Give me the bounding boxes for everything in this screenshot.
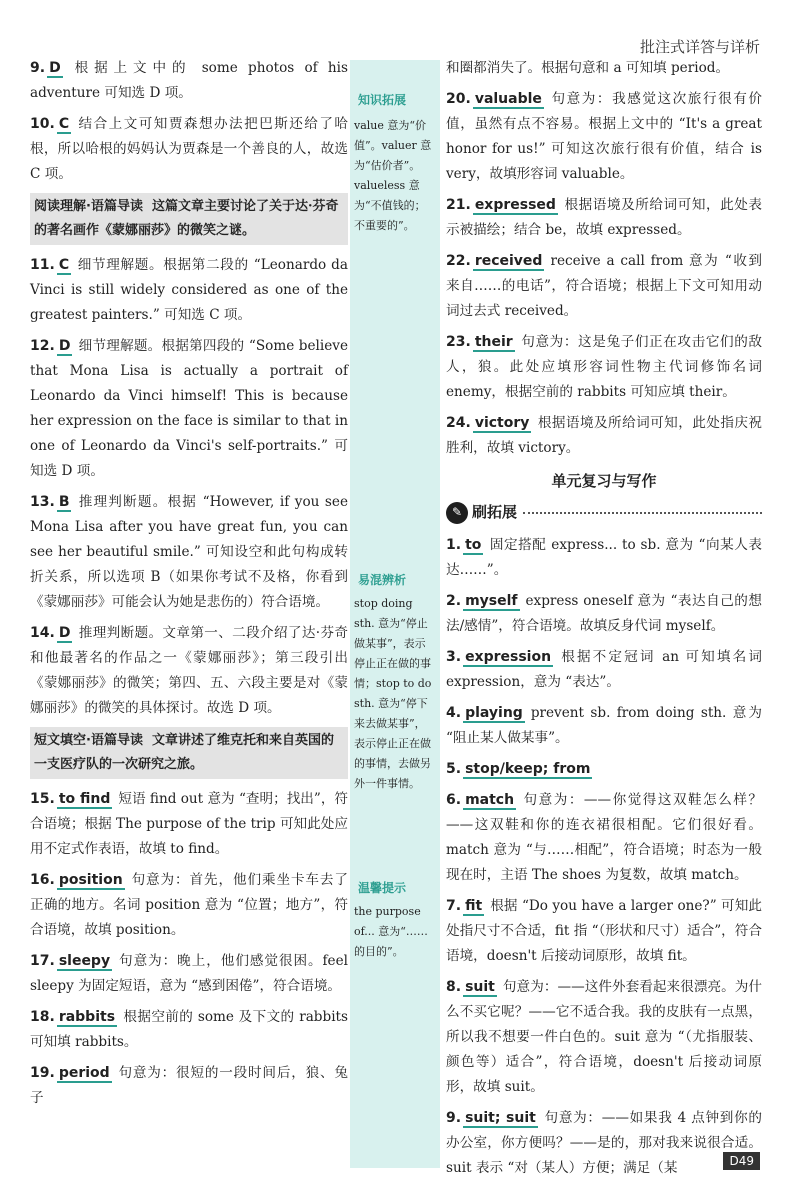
tip-title: 温馨提示 xyxy=(358,881,407,895)
answer-item xyxy=(30,112,348,187)
question-number: 1. xyxy=(446,537,462,553)
answer-key: period xyxy=(58,1065,110,1081)
answer-key: suit xyxy=(465,979,495,995)
explanation: 细节理解题。根据第四段的 “Some believe that Mona Lisa is actually a portrait of Leonardo da Vinci himself! This is because her expression on the face is similar to that in one of Leonardo da Vinci's self-portraits.” 可知选 D 项。 xyxy=(30,338,348,479)
answer-key: myself xyxy=(465,593,518,609)
tip-title: 知识拓展 xyxy=(358,93,407,107)
tip-title: 易混辨析 xyxy=(358,573,407,587)
answer-item xyxy=(30,868,348,943)
explanation: express oneself 意为 “表达自己的想法/感情”，符合语境。故填反身代词 myself。 xyxy=(446,593,762,634)
section-banner xyxy=(30,193,348,245)
question-number: 14. xyxy=(30,625,55,641)
question-number: 10. xyxy=(30,116,55,132)
brush-label: 刷拓展 xyxy=(472,503,518,521)
answer-key: rabbits xyxy=(58,1009,116,1025)
section-title: 单元复习与写作 xyxy=(551,472,657,490)
question-number: 24. xyxy=(446,415,471,431)
explanation: 根据上文中的 some photos of his adventure 可知选 D 项。 xyxy=(30,60,348,101)
explanation: 句意为：很短的一段时间后，狼、兔子 xyxy=(30,1065,348,1106)
answer-key: suit; suit xyxy=(465,1110,536,1126)
question-number: 23. xyxy=(446,334,471,350)
banner-text: 这篇文章主要讨论了关于达·芬奇的著名画作《蒙娜丽莎》的微笑之谜。 xyxy=(34,199,339,238)
explanation: receive a call from 意为 “收到来自……的电话”，符合语境；根据上下文可知用动词过去式 received。 xyxy=(446,253,762,319)
right-column xyxy=(446,56,762,1187)
banner-title: 短文填空·语篇导读 xyxy=(34,733,143,748)
question-number: 9. xyxy=(30,60,46,76)
answer-key: sleepy xyxy=(58,953,111,969)
answer-key: victory xyxy=(474,415,530,431)
explanation: 句意为：我感觉这次旅行很有价值，虽然有点不容易。根据上文中的 “It's a great honor for us!” 可知这次旅行很有价值，结合 is very，故填形容词 valuable。 xyxy=(446,91,762,182)
tip-text: the purpose of... 意为“……的目的”。 xyxy=(354,905,428,958)
answer-key: B xyxy=(58,494,70,510)
answer-item xyxy=(446,330,762,405)
explanation: 句意为：——这件外套看起来很漂亮。为什么不买它呢？——它不适合我。我的皮肤有一点黑，所以我不想要一件白色的。suit 意为 “（尤指服装、颜色等）适合”，符合语境，doesn't 后接动词原形，故填 suit。 xyxy=(446,979,762,1095)
answer-item xyxy=(446,701,762,751)
page-header: 批注式详答与详析 xyxy=(639,38,760,56)
answer-item xyxy=(30,253,348,328)
brush-icon: ✎ xyxy=(446,502,468,524)
explanation: 句意为：这是兔子们正在攻击它们的敌人，狼。此处应填形容词性物主代词修饰名词 enemy，根据空前的 rabbits 可知应填 their。 xyxy=(446,334,762,400)
explanation: 固定搭配 express... to sb. 意为 “向某人表达……”。 xyxy=(446,537,762,578)
answer-key: position xyxy=(58,872,123,888)
explanation: 根据语境及所给词可知，此处指庆祝胜利，故填 victory。 xyxy=(446,415,762,456)
explanation: 根据空前的 some 及下文的 rabbits 可知填 rabbits。 xyxy=(30,1009,348,1050)
question-number: 15. xyxy=(30,791,55,807)
answer-item xyxy=(446,249,762,324)
question-number: 11. xyxy=(30,257,55,273)
answer-key: D xyxy=(49,60,61,76)
question-number: 7. xyxy=(446,898,462,914)
answer-item xyxy=(446,645,762,695)
answer-item xyxy=(446,589,762,639)
explanation: 短语 find out 意为 “查明；找出”，符合语境；根据 The purpose of the trip 可知此处应用不定式作表语，故填 to find。 xyxy=(30,791,349,857)
answer-item xyxy=(446,788,762,888)
section-banner xyxy=(30,727,348,779)
answer-item xyxy=(30,334,348,484)
explanation: 结合上文可知贾森想办法把巴斯还给了哈根，所以哈根的妈妈认为贾森是一个善良的人，故选 C 项。 xyxy=(30,116,348,182)
answer-item xyxy=(446,87,762,187)
question-number: 9. xyxy=(446,1110,462,1126)
answer-item xyxy=(30,949,348,999)
explanation: 句意为：首先，他们乘坐卡车去了正确的地方。名词 position 意为 “位置；地方”，符合语境，故填 position。 xyxy=(30,872,348,938)
question-number: 12. xyxy=(30,338,55,354)
answer-item xyxy=(30,490,348,615)
answer-key: C xyxy=(58,257,70,273)
explanation: 句意为：晚上，他们感觉很困。feel sleepy 为固定短语，意为 “感到困倦”，符合语境。 xyxy=(30,953,348,994)
question-number: 19. xyxy=(30,1065,55,1081)
answer-key: to xyxy=(465,537,482,553)
answer-item xyxy=(30,56,348,106)
explanation: 根据不定冠词 an 可知填名词 expression，意为 “表达”。 xyxy=(446,649,762,690)
explanation: prevent sb. from doing sth. 意为 “阻止某人做某事”。 xyxy=(446,705,762,746)
answer-item xyxy=(446,975,762,1100)
question-number: 2. xyxy=(446,593,462,609)
annotation-sidebar xyxy=(350,60,440,1168)
answer-item xyxy=(30,621,348,721)
banner-title: 阅读理解·语篇导读 xyxy=(34,199,143,214)
answer-key: C xyxy=(58,116,70,132)
question-number: 20. xyxy=(446,91,471,107)
dotted-divider xyxy=(523,512,762,514)
question-number: 6. xyxy=(446,792,462,808)
answer-key: expressed xyxy=(474,197,556,213)
answer-key: expression xyxy=(465,649,552,665)
explanation: 细节理解题。根据第二段的 “Leonardo da Vinci is still widely considered as one of the greatest painters.” 可知选 C 项。 xyxy=(30,257,348,323)
answer-item xyxy=(30,1061,348,1111)
answer-key: received xyxy=(474,253,543,269)
answer-key: D xyxy=(58,338,71,354)
answer-key: to find xyxy=(58,791,111,807)
answer-key: fit xyxy=(465,898,483,914)
answer-key: valuable xyxy=(474,91,542,107)
question-number: 21. xyxy=(446,197,471,213)
question-number: 17. xyxy=(30,953,55,969)
answer-item xyxy=(446,193,762,243)
explanation: 根据 “Do you have a larger one?” 可知此处指尺寸不合适，fit 指 “（形状和尺寸）适合”，符合语境，doesn't 后接动词原形，故填 fit。 xyxy=(446,898,762,964)
question-number: 3. xyxy=(446,649,462,665)
answer-item xyxy=(446,1106,762,1181)
explanation: 根据语境及所给词可知，此处表示被描绘；结合 be，故填 expressed。 xyxy=(446,197,762,238)
question-number: 8. xyxy=(446,979,462,995)
question-number: 16. xyxy=(30,872,55,888)
answer-key: playing xyxy=(465,705,523,721)
question-number: 22. xyxy=(446,253,471,269)
tip-text: stop doing sth. 意为“停止做某事”，表示停止正在做的事情；stop to do sth. 意为“停下来去做某事”，表示停止正在做的事情，去做另外一件事情。 xyxy=(354,597,432,790)
answer-key: D xyxy=(58,625,71,641)
answer-item xyxy=(446,757,762,782)
banner-text: 文章讲述了维克托和来自英国的一支医疗队的一次研究之旅。 xyxy=(34,733,335,772)
question-number: 18. xyxy=(30,1009,55,1025)
left-column xyxy=(30,56,348,1117)
answer-item xyxy=(30,1005,348,1055)
answer-item xyxy=(446,894,762,969)
explanation: 句意为：——如果我 4 点钟到你的办公室，你方便吗？——是的，那对我来说很合适。suit 表示 “对（某人）方便；满足（某 xyxy=(446,1110,762,1176)
question-number: 13. xyxy=(30,494,55,510)
explanation: 推理判断题。文章第一、二段介绍了达·芬奇和他最著名的作品之一《蒙娜丽莎》；第三段引出《蒙娜丽莎》的微笑；第四、五、六段主要是对《蒙娜丽莎》的微笑的具体探讨。故选 D 项。 xyxy=(30,625,348,716)
explanation: 推理判断题。根据 “However, if you see Mona Lisa after you have great fun, you can see her beautiful smile.” 可知设空和此句构成转折关系，所以选项 B（如果你考试不及格，你看到《蒙娜丽莎》可能会认为她是悲伤的）符合语境。 xyxy=(30,494,348,610)
answer-item xyxy=(30,787,348,862)
answer-item xyxy=(446,533,762,583)
page-number: D49 xyxy=(723,1152,760,1170)
answer-key: their xyxy=(474,334,513,350)
question-number: 4. xyxy=(446,705,462,721)
explanation: 句意为：——你觉得这双鞋怎么样？——这双鞋和你的连衣裙很相配。它们很好看。match 意为 “与……相配”，符合语境；时态为一般现在时，主语 The shoes 为复数，故填 match。 xyxy=(446,792,762,883)
question-number: 5. xyxy=(446,761,462,777)
tip-text: value 意为“价值”。valuer 意为“估价者”。valueless 意为“不值钱的；不重要的”。 xyxy=(354,119,432,232)
brush-extension-header xyxy=(446,500,762,525)
answer-key: stop/keep; from xyxy=(465,761,591,777)
continued-text: 和圈都消失了。根据句意和 a 可知填 period。 xyxy=(446,60,730,76)
answer-item xyxy=(446,411,762,461)
answer-key: match xyxy=(465,792,515,808)
